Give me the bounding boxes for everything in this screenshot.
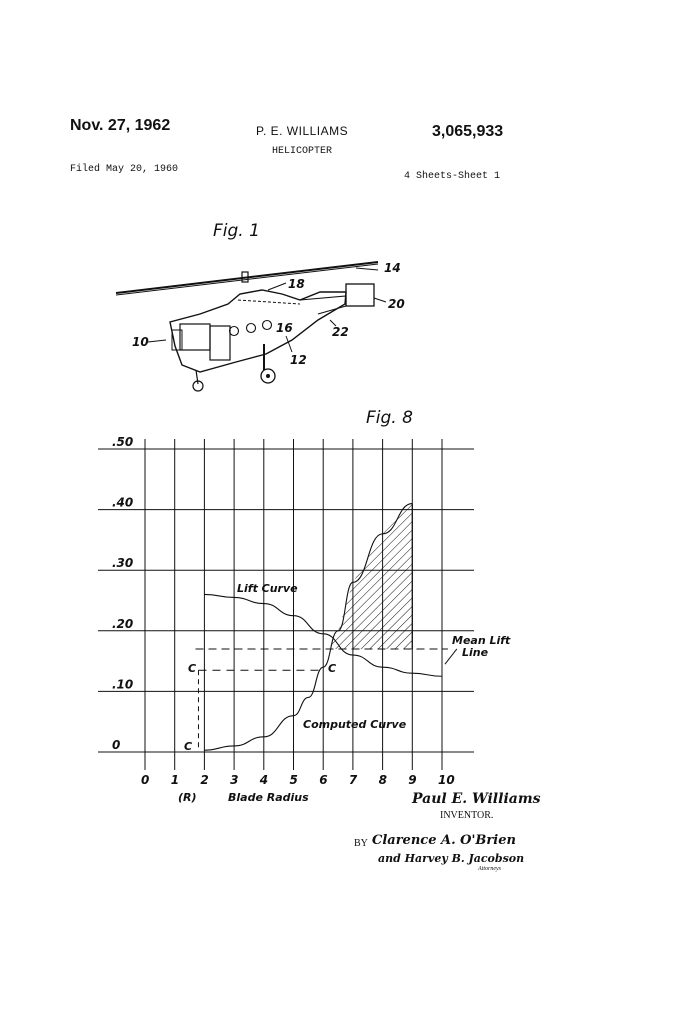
y-tick-label: .50 [112, 435, 134, 449]
ref-10: 10 [132, 335, 149, 349]
patent-title: HELICOPTER [272, 146, 333, 157]
ref-22: 22 [332, 325, 349, 339]
fig8-label: Fig. 8 [366, 408, 413, 428]
x-tick-label: 5 [289, 773, 298, 787]
ref-16: 16 [276, 321, 293, 335]
x-tick-label: 3 [230, 773, 239, 787]
x-tick-label: 4 [259, 773, 269, 787]
attorney-signature-2: and Harvey B. Jacobson [378, 852, 525, 865]
by-label: BY [354, 838, 368, 849]
patent-date: Nov. 27, 1962 [70, 117, 171, 134]
ref-18: 18 [288, 277, 305, 291]
x-tick-label: 10 [438, 773, 455, 787]
mean-lift-label: Mean Lift [452, 634, 511, 647]
x-tick-label: 8 [378, 773, 387, 787]
mean-lift-label-2: Line [462, 646, 489, 659]
filed-date: Filed May 20, 1960 [70, 164, 179, 175]
y-tick-label: .10 [112, 677, 134, 692]
lift-curve-label: Lift Curve [237, 582, 298, 595]
point-c-upper: C [188, 662, 197, 675]
x-tick-label: 9 [408, 773, 417, 787]
computed-curve-label: Computed Curve [303, 718, 407, 731]
x-tick-label: 0 [141, 773, 150, 787]
y-tick-label: .20 [112, 616, 134, 631]
y-tick-label: .30 [112, 556, 134, 571]
chart-series [195, 504, 456, 751]
chart-grid [98, 439, 474, 770]
attorneys-label: Attorneys [478, 866, 501, 872]
patent-number: 3,065,933 [432, 123, 504, 140]
y-tick-label: 0 [112, 738, 121, 752]
x-tick-label: 6 [319, 773, 328, 787]
attorney-signature-1: Clarence A. O'Brien [372, 833, 516, 848]
fig1-label: Fig. 1 [213, 221, 260, 241]
point-c-lower: C [184, 740, 193, 753]
ref-12: 12 [290, 353, 307, 367]
r-label: (R) [178, 791, 197, 804]
inventor-role: INVENTOR. [440, 810, 494, 821]
sheet-count: 4 Sheets-Sheet 1 [404, 171, 501, 182]
x-tick-label: 1 [170, 773, 180, 787]
inventor-signature: Paul E. Williams [412, 791, 541, 807]
inventor-name: P. E. WILLIAMS [256, 124, 349, 138]
ref-14: 14 [384, 261, 401, 275]
ref-20: 20 [388, 297, 405, 311]
point-c-right: C [328, 662, 337, 675]
x-tick-label: 7 [348, 773, 358, 787]
x-tick-label: 2 [200, 773, 209, 787]
mean-lift-leader [445, 649, 457, 664]
x-axis-label: Blade Radius [228, 791, 309, 804]
y-tick-label: .40 [112, 495, 134, 510]
